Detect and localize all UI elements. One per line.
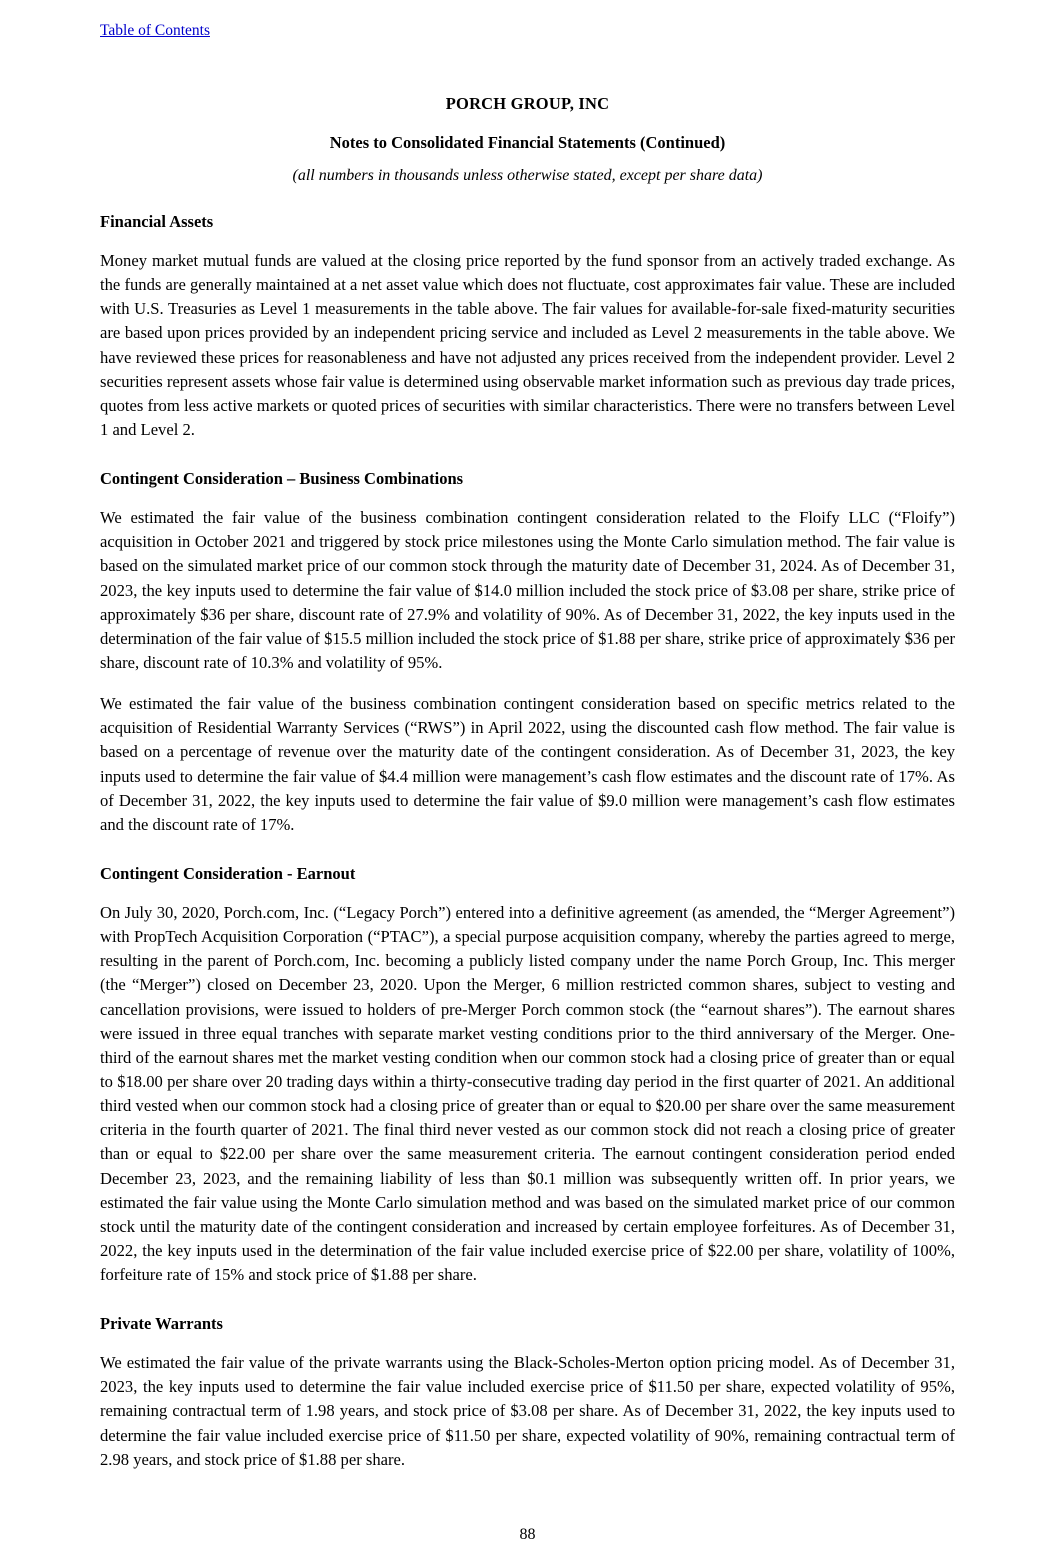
page-subtitle: Notes to Consolidated Financial Statements (Continued) <box>329 133 726 152</box>
section-heading: Private Warrants <box>100 1314 223 1334</box>
page-title: PORCH GROUP, INC <box>445 94 610 113</box>
section-contingent-consideration-earnout <box>100 864 955 1287</box>
paragraph: We estimated the fair value of the business combination contingent consideration related to the Floify LLC (“Floify”) acquisition in October 2021 and triggered by stock price milestones using the Monte Carlo simulation method. The fair value is based on the simulated market price of our common stock through the maturity date of December 31, 2024. As of December 31, 2023, the key inputs used to determine the fair value of $14.0 million included the stock price of $3.08 per share, strike price of approximately $36 per share, discount rate of 27.9% and volatility of 90%. As of December 31, 2022, the key inputs used in the determination of the fair value of $15.5 million included the stock price of $1.88 per share, strike price of approximately $36 per share, discount rate of 10.3% and volatility of 95%. <box>100 508 955 672</box>
paragraph: We estimated the fair value of the private warrants using the Black-Scholes-Merton option pricing model. As of December 31, 2023, the key inputs used to determine the fair value included exercise price of $11.50 per share, expected volatility of 95%, remaining contractual term of 1.98 years, and stock price of $3.08 per share. As of December 31, 2022, the key inputs used to determine the fair value included exercise price of $11.50 per share, expected volatility of 90%, remaining contractual term of 2.98 years, and stock price of $1.88 per share. <box>100 1353 955 1469</box>
section-heading: Financial Assets <box>100 212 214 231</box>
paragraph: Money market mutual funds are valued at the closing price reported by the fund sponsor from an actively traded exchange. As the funds are generally maintained at a net asset value which does not fluctuate, cost approximates fair value. These are included with U.S. Treasuries as Level 1 measurements in the table above. The fair values for available-for-sale fixed-maturity securities are based upon prices provided by an independent pricing service and included as Level 2 measurements in the table above. We have reviewed these prices for reasonableness and have not adjusted any prices received from the independent provider. Level 2 securities represent assets whose fair value is determined using observable market information such as previous day trade prices, quotes from less active markets or quoted prices of securities with similar characteristics. There were no transfers between Level 1 and Level 2. <box>100 251 955 439</box>
section-heading: Contingent Consideration – Business Combinations <box>100 469 464 489</box>
paragraph: We estimated the fair value of the business combination contingent consideration based on specific metrics related to the acquisition of Residential Warranty Services (“RWS”) in April 2022, using the discounted cash flow method. The fair value is based on a percentage of revenue over the maturity date of the contingent consideration. As of December 31, 2023, the key inputs used to determine the fair value of $4.4 million were management’s cash flow estimates and the discount rate of 17%. As of December 31, 2022, the key inputs used to determine the fair value of $9.0 million were management’s cash flow estimates and the discount rate of 17%. <box>100 694 955 834</box>
table-of-contents-link[interactable]: Table of Contents <box>100 22 210 39</box>
section-contingent-consideration-business-combinations <box>100 469 955 837</box>
paragraph: On July 30, 2020, Porch.com, Inc. (“Legacy Porch”) entered into a definitive agreement (as amended, the “Merger Agreement”) with PropTech Acquisition Corporation (“PTAC”), a special purpose acquisition company, whereby the parties agreed to merge, resulting in the parent of Porch.com, Inc. becoming a publicly listed company under the name Porch Group, Inc. This merger (the “Merger”) closed on December 23, 2020. Upon the Merger, 6 million restricted common shares, subject to vesting and cancellation provisions, were issued to holders of pre-Merger Porch common stock (the “earnout shares”). The earnout shares were issued in three equal tranches with separate market vesting conditions prior to the third anniversary of the Merger. One-third of the earnout shares met the market vesting condition when our common stock had a closing price of greater than or equal to $18.00 per share over 20 trading days within a thirty-consecutive trading day period in the first quarter of 2021. An additional third vested when our common stock had a closing price of greater than or equal to $20.00 per share over the same measurement criteria in the fourth quarter of 2021. The final third never vested as our common stock did not reach a closing price of greater than or equal to $22.00 per share over the same measurement criteria. The earnout contingent consideration period ended December 23, 2023, and the remaining liability of less than $0.1 million was subsequently written off. In prior years, we estimated the fair value using the Monte Carlo simulation method and was based on the simulated market price of our common stock until the maturity date of the contingent consideration and increased by certain employee forfeitures. As of December 31, 2022, the key inputs used in the determination of the fair value included exercise price of $22.00 per share, volatility of 100%, forfeiture rate of 15% and stock price of $1.88 per share. <box>100 902 955 1285</box>
section-financial-assets <box>100 212 955 442</box>
section-private-warrants <box>100 1314 955 1472</box>
section-heading: Contingent Consideration - Earnout <box>100 863 356 883</box>
page-number: 88 <box>519 1525 536 1543</box>
page-units-note: (all numbers in thousands unless otherwise stated, except per share data) <box>292 167 763 184</box>
